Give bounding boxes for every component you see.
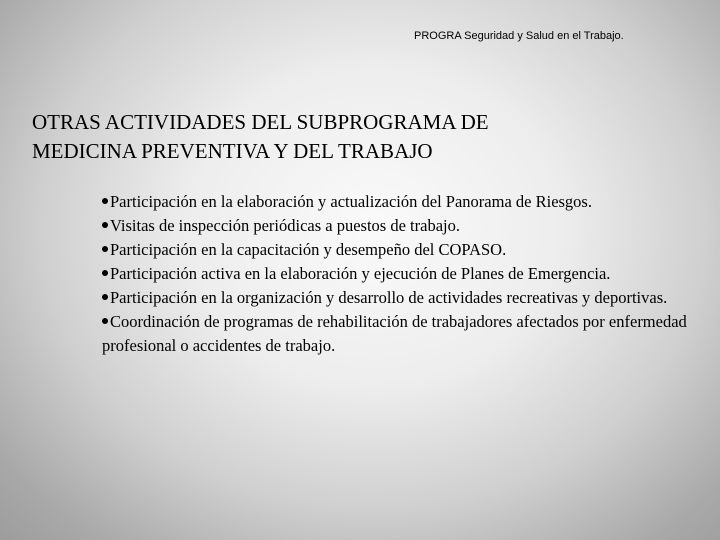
bullet-text: Participación en la organización y desarrollo de actividades recreativas y deportivas. xyxy=(110,288,668,307)
bullet-item xyxy=(102,286,692,310)
bullet-icon xyxy=(102,246,108,252)
bullet-item xyxy=(102,238,692,262)
bullet-icon xyxy=(102,270,108,276)
bullet-text: Participación activa en la elaboración y ejecución de Planes de Emergencia. xyxy=(110,264,611,283)
bullet-icon xyxy=(102,294,108,300)
slide-title-line-1: OTRAS ACTIVIDADES DEL SUBPROGRAMA DE xyxy=(32,110,489,134)
slide-title xyxy=(32,108,672,166)
bullet-item xyxy=(102,190,692,214)
bullet-icon xyxy=(102,318,108,324)
bullet-text: Coordinación de programas de rehabilitación de trabajadores afectados por enfermedad profesional o accidentes de trabajo. xyxy=(102,312,687,355)
bullet-text: Visitas de inspección periódicas a puestos de trabajo. xyxy=(110,216,460,235)
header-note: PROGRA Seguridad y Salud en el Trabajo. xyxy=(414,30,624,42)
bullet-list xyxy=(102,190,692,358)
slide-title-line-2: MEDICINA PREVENTIVA Y DEL TRABAJO xyxy=(32,139,433,163)
bullet-item xyxy=(102,262,692,286)
bullet-text: Participación en la elaboración y actualización del Panorama de Riesgos. xyxy=(110,192,592,211)
bullet-icon xyxy=(102,198,108,204)
bullet-icon xyxy=(102,222,108,228)
bullet-text: Participación en la capacitación y desempeño del COPASO. xyxy=(110,240,507,259)
bullet-item xyxy=(102,310,692,358)
bullet-item xyxy=(102,214,692,238)
